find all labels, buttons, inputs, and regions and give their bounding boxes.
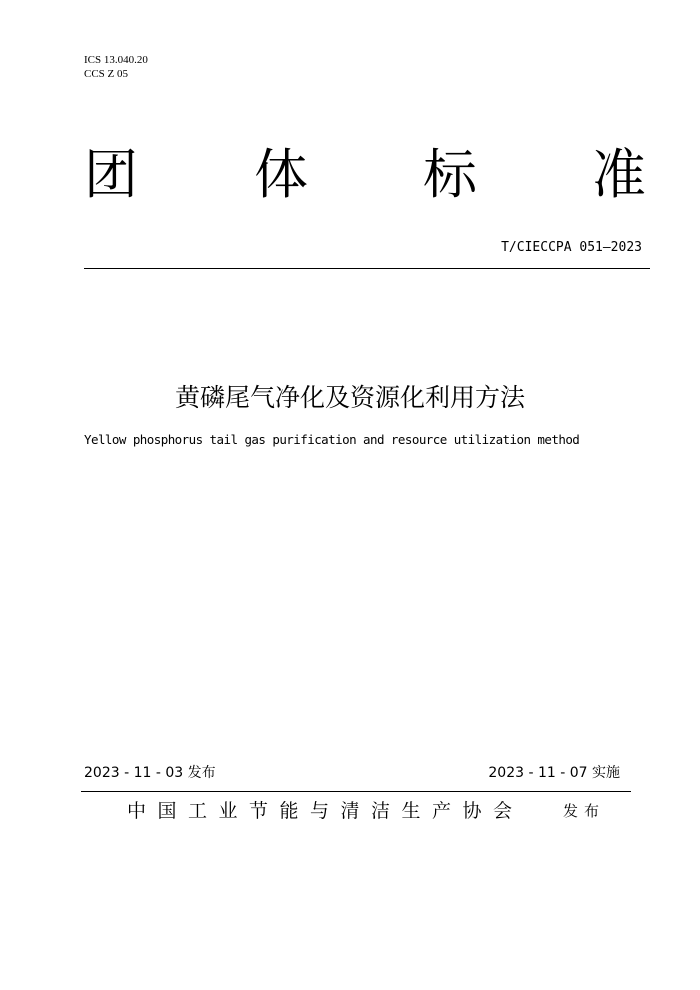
standard-code: T/CIECCPA 051—2023 [501, 240, 642, 255]
doc-type-char-2: 体 [254, 143, 308, 206]
title-en: Yellow phosphorus tail gas purification and resource utilization method [84, 432, 580, 447]
title-zh: 黄磷尾气净化及资源化利用方法 [174, 383, 525, 412]
publish-date: 2023 - 11 - 03 发布 [84, 765, 216, 781]
issuer-name: 中国工业节能与清洁生产协会 [127, 800, 524, 822]
doc-type-char-1: 团 [84, 143, 138, 206]
issue-label: 发布 [563, 802, 606, 820]
header-divider [84, 268, 650, 269]
ccs-code: CCS Z 05 [84, 68, 129, 80]
ics-code: ICS 13.040.20 [84, 54, 148, 66]
doc-type-char-3: 标 [423, 143, 477, 206]
implement-date: 2023 - 11 - 07 实施 [488, 765, 620, 781]
footer-divider [81, 791, 631, 792]
doc-type-char-4: 准 [592, 143, 646, 206]
classification-block [84, 53, 148, 81]
